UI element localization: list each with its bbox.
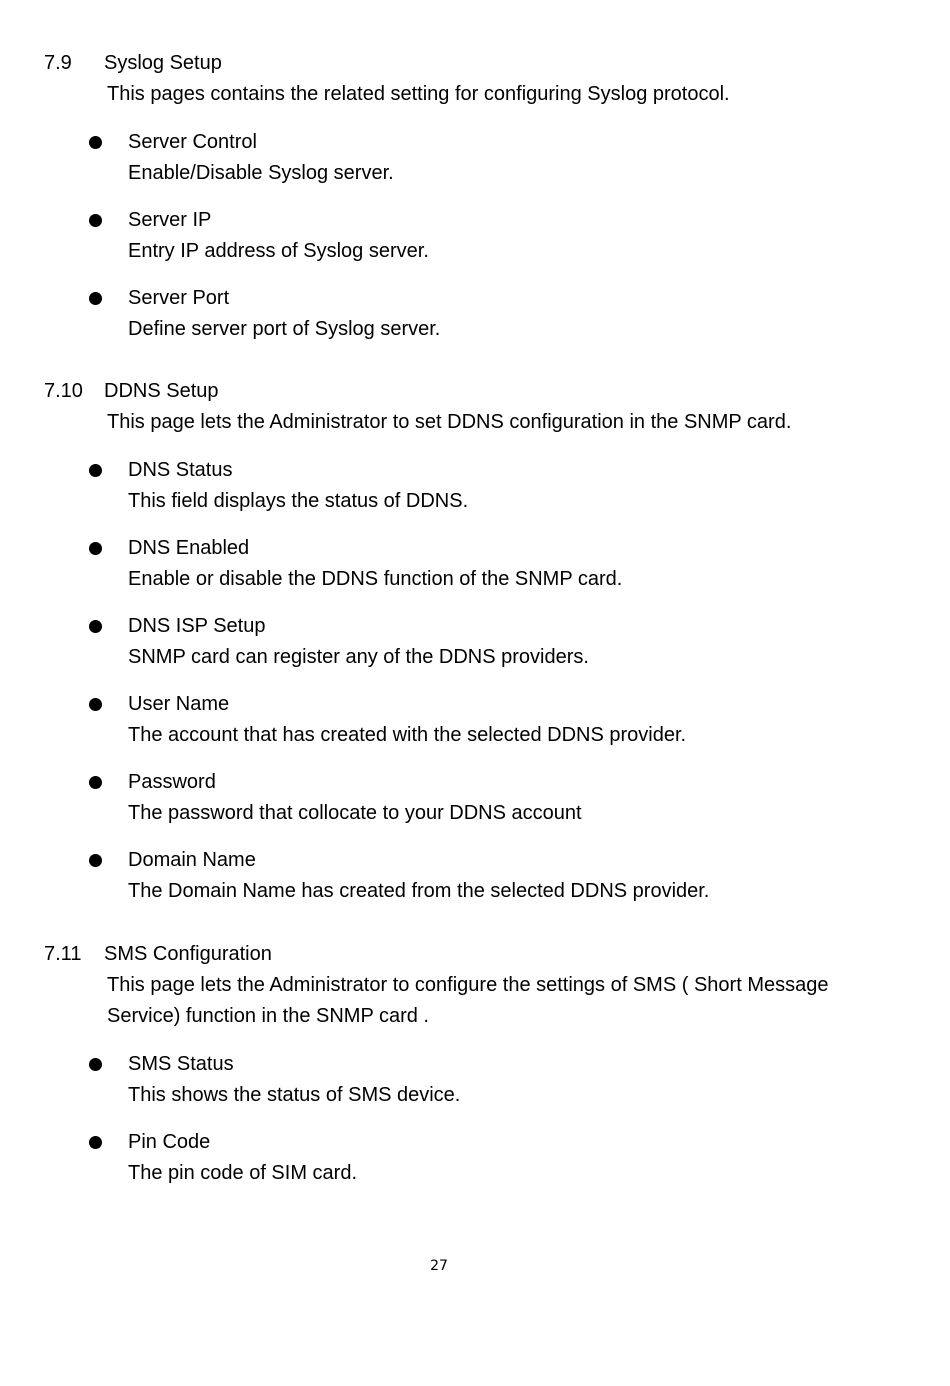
section-description: This page lets the Administrator to configure the settings of SMS ( Short Message Service) function in the SNMP card .	[107, 974, 829, 1027]
item-title: Domain Name	[128, 849, 256, 871]
item-description: SNMP card can register any of the DDNS providers.	[128, 646, 589, 668]
bullet-icon	[89, 698, 102, 711]
item-description: Define server port of Syslog server.	[128, 318, 441, 340]
item-title: Pin Code	[128, 1131, 211, 1153]
item-title: DNS ISP Setup	[128, 615, 266, 637]
section-heading-ddns-setup	[44, 379, 219, 403]
page-number: 27	[430, 1258, 448, 1274]
item-description: Entry IP address of Syslog server.	[128, 240, 429, 262]
item-title: User Name	[128, 693, 230, 715]
item-description: The account that has created with the selected DDNS provider.	[128, 724, 687, 746]
item-description: Enable/Disable Syslog server.	[128, 162, 394, 184]
section-number: 7.10	[44, 380, 83, 402]
item-description: This field displays the status of DDNS.	[128, 490, 469, 512]
item-title: Password	[128, 771, 216, 793]
section-heading-sms-configuration	[44, 942, 272, 966]
item-title: DNS Status	[128, 459, 233, 481]
item-title: DNS Enabled	[128, 537, 250, 559]
bullet-icon	[89, 214, 102, 227]
item-title: Server IP	[128, 209, 212, 231]
bullet-icon	[89, 1136, 102, 1149]
item-description: The pin code of SIM card.	[128, 1162, 358, 1184]
bullet-icon	[89, 776, 102, 789]
section-description: This page lets the Administrator to set DDNS configuration in the SNMP card.	[107, 411, 792, 433]
bullet-icon	[89, 854, 102, 867]
section-number: 7.9	[44, 52, 72, 74]
section-number: 7.11	[44, 943, 82, 965]
item-title: SMS Status	[128, 1053, 234, 1075]
bullet-icon	[89, 542, 102, 555]
section-title: SMS Configuration	[104, 943, 272, 965]
bullet-icon	[89, 620, 102, 633]
section-heading-syslog-setup	[44, 51, 222, 75]
item-description: This shows the status of SMS device.	[128, 1084, 461, 1106]
section-title: DDNS Setup	[104, 380, 219, 402]
item-description: The password that collocate to your DDNS account	[128, 802, 582, 824]
item-title: Server Control	[128, 131, 257, 153]
bullet-icon	[89, 292, 102, 305]
item-description: The Domain Name has created from the selected DDNS provider.	[128, 880, 710, 902]
section-description: This pages contains the related setting for configuring Syslog protocol.	[107, 83, 730, 105]
section-title: Syslog Setup	[104, 52, 222, 74]
bullet-icon	[89, 464, 102, 477]
item-title: Server Port	[128, 287, 230, 309]
bullet-icon	[89, 136, 102, 149]
bullet-icon	[89, 1058, 102, 1071]
item-description: Enable or disable the DDNS function of the SNMP card.	[128, 568, 623, 590]
